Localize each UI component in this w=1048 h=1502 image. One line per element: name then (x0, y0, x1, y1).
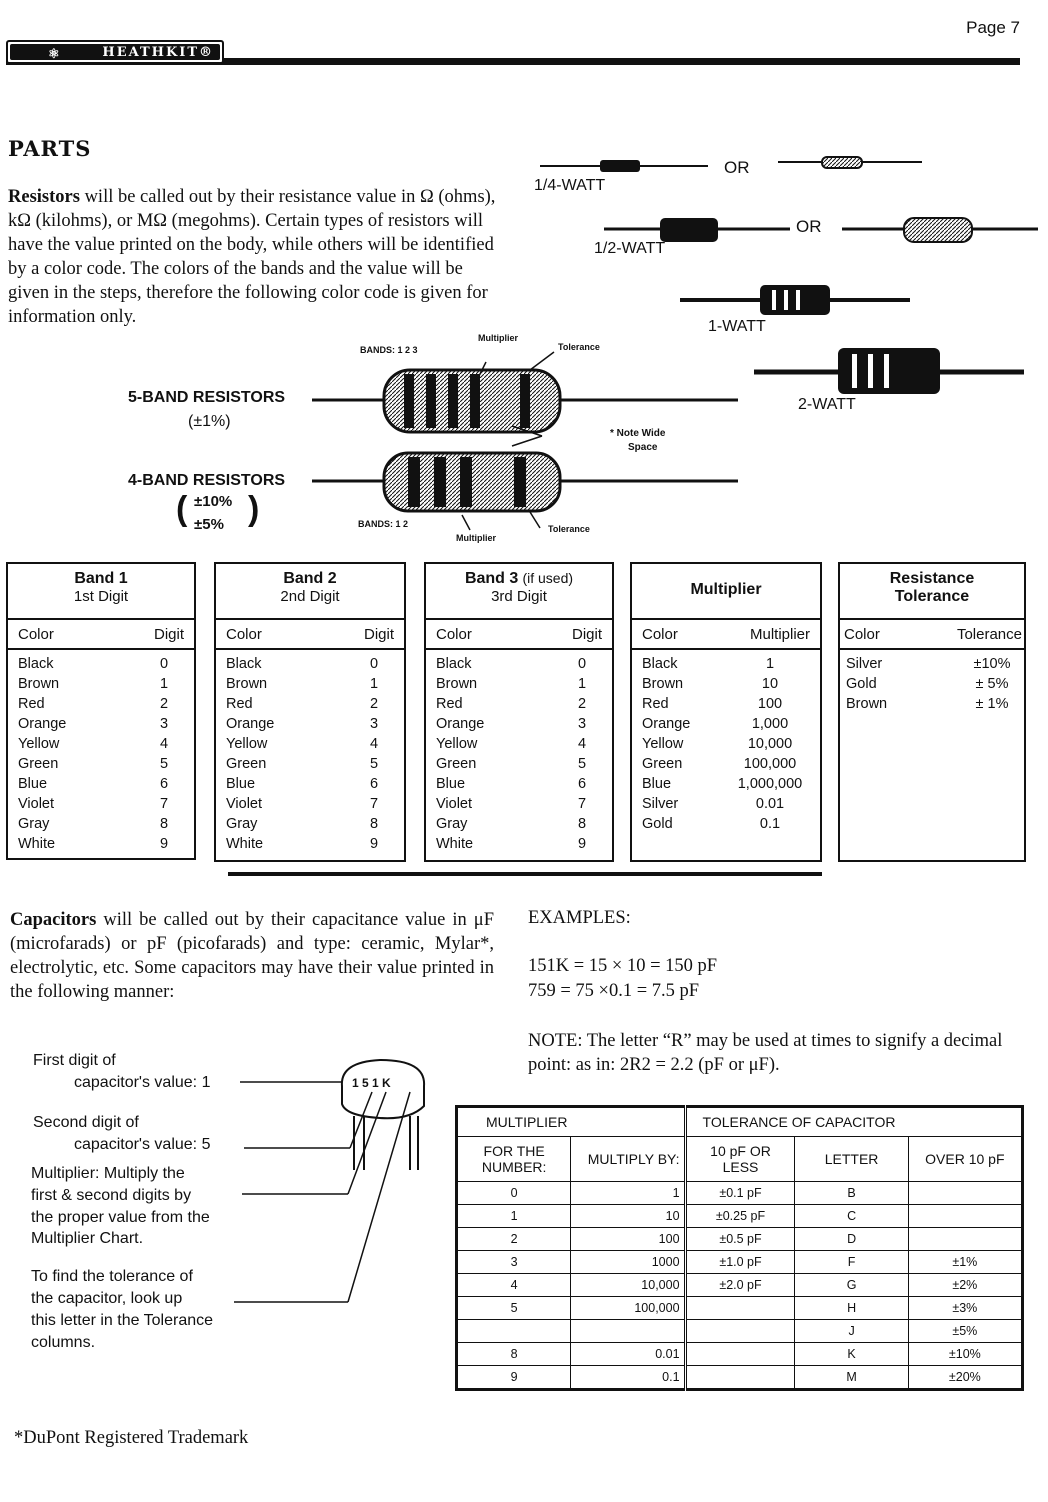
table-row: Red 2 (18, 696, 169, 712)
table-row: 1 10 ±0.25 pF C (457, 1205, 1023, 1228)
five-band-resistor-drawing (312, 370, 738, 432)
table-row: Violet 7 (436, 796, 587, 812)
table-row: White 9 (226, 836, 379, 852)
label-first-digit-1: First digit of (33, 1052, 116, 1069)
table-row: Orange 3 (18, 716, 169, 732)
cap-table-letter: LETTER (795, 1137, 908, 1182)
table-row: Green 5 (436, 756, 587, 772)
cap-table-10pf-or-less: 10 pF OR LESS (685, 1137, 795, 1182)
table-row: 4 10,000 ±2.0 pF G ±2% (457, 1274, 1023, 1297)
four-band-tolerance-5: ±5% (194, 516, 224, 533)
label-multiplier-4: Multiplier Chart. (31, 1230, 144, 1247)
cap-table-multiplier-header: MULTIPLIER (457, 1107, 686, 1137)
dupont-trademark-note: *DuPont Registered Trademark (14, 1428, 249, 1448)
table-row: Violet 7 (18, 796, 169, 812)
two-watt-resistor-drawing (754, 348, 1024, 394)
band1-table: Band 1 1st Digit Color Digit Black 0 Brown 1 Red 2 Orange 3 Yellow 4 Green 5 Blue 6 Violet 7 Gray 8 White 9 (6, 562, 196, 860)
table-row: Orange 3 (436, 716, 587, 732)
table-row: Red 100 (642, 696, 783, 712)
left-paren: ( (176, 490, 188, 528)
table-row: Blue 6 (436, 776, 587, 792)
table-row: Black 1 (642, 656, 775, 672)
table-row: Brown ± 1% (846, 696, 1009, 712)
table-row: 2 100 ±0.5 pF D (457, 1228, 1023, 1251)
band3-table: Band 3 (if used) 3rd Digit Color Digit Black 0 Brown 1 Red 2 Orange 3 Yellow 4 Green 5 Blue 6 Violet 7 Gray 8 White 9 (424, 562, 614, 862)
table-row: Blue 1,000,000 (642, 776, 803, 792)
label-tolerance-2: the capacitor, look up (31, 1290, 183, 1307)
cap-table-for-number: FOR THE NUMBER: (457, 1137, 571, 1182)
two-watt-label: 2-WATT (798, 396, 856, 413)
band2-table: Band 2 2nd Digit Color Digit Black 0 Brown 1 Red 2 Orange 3 Yellow 4 Green 5 Blue 6 Violet 7 Gray 8 White 9 (214, 562, 406, 862)
table-row: Black 0 (436, 656, 587, 672)
heathkit-logo (6, 40, 224, 64)
bands-bottom-label: BANDS: 1 2 (358, 519, 409, 529)
or-label-2: OR (796, 217, 822, 236)
multiplier-top-label: Multiplier (478, 333, 518, 343)
table-row: Black 0 (226, 656, 379, 672)
label-first-digit-2: capacitor's value: 1 (74, 1074, 211, 1091)
table-row: Green 5 (226, 756, 379, 772)
multiplier-table: Multiplier Color Multiplier Black 1 Brown 10 Red 100 Orange 1,000 Yellow 10,000 Green 100,000 Blue 1,000,000 Silver 0.01 Gold 0.1 (630, 562, 822, 862)
label-multiplier-2: first & second digits by (31, 1187, 192, 1204)
table-row: Gold ± 5% (846, 676, 1009, 692)
table-row: White 9 (436, 836, 587, 852)
decimal-point-note: NOTE: The letter “R” may be used at times to signify a decimal point: as in: 2R2 = 2.2 (pF or μF). (528, 1031, 1003, 1075)
table-row: Green 100,000 (642, 756, 797, 772)
table-row: Silver 0.01 (642, 796, 785, 812)
table-row: Yellow 4 (226, 736, 379, 752)
table-row: Brown 10 (642, 676, 779, 692)
table-row: Blue 6 (18, 776, 169, 792)
resistance-tolerance-table: Resistance Tolerance Color Tolerance Silver ±10% Gold ± 5% Brown ± 1% (838, 562, 1026, 862)
atom-icon: ⚛ (48, 47, 62, 62)
half-watt-label: 1/2-WATT (594, 240, 666, 257)
label-multiplier-1: Multiplier: Multiply the (31, 1165, 185, 1182)
ceramic-capacitor-drawing (230, 1050, 440, 1310)
example-2: 759 = 75 ×0.1 = 7.5 pF (528, 981, 700, 1001)
label-multiplier-3: the proper value from the (31, 1209, 210, 1226)
cap-table-tolerance-header: TOLERANCE OF CAPACITOR (685, 1107, 1022, 1137)
table-row: Orange 1,000 (642, 716, 789, 732)
one-watt-resistor-drawing (680, 285, 910, 315)
table-row: Orange 3 (226, 716, 379, 732)
label-tolerance-4: columns. (31, 1334, 96, 1351)
capacitors-paragraph: Capacitors will be called out by their capacitance value in μF (microfarads) or pF (picofarads) and type: ceramic, Mylar*, electrolytic, etc. Some capacitors may have their value printed in the following manner: (10, 910, 494, 1002)
five-band-tolerance: (±1%) (188, 413, 231, 430)
table-row: Yellow 4 (18, 736, 169, 752)
table-row: Green 5 (18, 756, 169, 772)
label-tolerance-3: this letter in the Tolerance (31, 1312, 214, 1329)
four-band-tolerance-10: ±10% (194, 493, 233, 510)
or-label-1: OR (724, 158, 750, 177)
tolerance-top-label: Tolerance (558, 342, 600, 352)
table-row: 8 0.01 K ±10% (457, 1343, 1023, 1366)
examples-heading: EXAMPLES: (528, 908, 631, 928)
table-row: 5 100,000 H ±3% (457, 1297, 1023, 1320)
resistors-text: will be called out by their resistance value in Ω (ohms), kΩ (kilohms), or MΩ (megohms). Certain types of resistors will have the value printed on the body, while others will be identified by a color code. The colors of the bands and the value will be given in the steps, therefore the following color code is given for information only. (8, 187, 496, 327)
label-second-digit-1: Second digit of (33, 1114, 139, 1131)
table-row: Gray 8 (436, 816, 587, 832)
bands-top-label: BANDS: 1 2 3 (360, 345, 418, 355)
table-row: Yellow 10,000 (642, 736, 793, 752)
table-row: 9 0.1 M ±20% (457, 1366, 1023, 1390)
resistors-term: Resistors (8, 187, 80, 207)
label-tolerance-1: To find the tolerance of (31, 1268, 193, 1285)
multiplier-bottom-label: Multiplier (456, 533, 496, 543)
quarter-watt-label: 1/4-WATT (534, 177, 606, 194)
table-row: Brown 1 (436, 676, 587, 692)
example-1: 151K = 15 × 10 = 150 pF (528, 956, 718, 976)
table-row: Black 0 (18, 656, 169, 672)
table-row: Silver ±10% (846, 656, 1011, 672)
parts-heading: PARTS (8, 136, 92, 161)
note-wide-space-1: * Note Wide (610, 428, 666, 439)
table-row: Red 2 (226, 696, 379, 712)
one-watt-label: 1-WATT (708, 318, 766, 335)
table-row: Brown 1 (18, 676, 169, 692)
table-row: Gray 8 (226, 816, 379, 832)
capacitor-marking: 1 5 1 K (352, 1076, 391, 1090)
cap-table-multiply-by: MULTIPLY BY: (571, 1137, 685, 1182)
four-band-label: 4-BAND RESISTORS (128, 472, 286, 489)
four-band-resistor-drawing (312, 453, 738, 511)
table-row: Violet 7 (226, 796, 379, 812)
logo-text: HEATHKIT® (102, 44, 214, 60)
right-paren: ) (248, 490, 260, 528)
table-row: Blue 6 (226, 776, 379, 792)
table-row: Yellow 4 (436, 736, 587, 752)
label-second-digit-2: capacitor's value: 5 (74, 1136, 211, 1153)
table-row: Brown 1 (226, 676, 379, 692)
five-band-label: 5-BAND RESISTORS (128, 389, 286, 406)
resistor-illustrations (0, 150, 1048, 550)
cap-table-over-10pf: OVER 10 pF (908, 1137, 1022, 1182)
section-divider (228, 872, 822, 876)
table-row: Gray 8 (18, 816, 169, 832)
capacitor-code-table (455, 1105, 1024, 1391)
tolerance-bottom-label: Tolerance (548, 524, 590, 534)
note-wide-space-2: Space (628, 442, 658, 453)
table-row: 3 1000 ±1.0 pF F ±1% (457, 1251, 1023, 1274)
table-row: White 9 (18, 836, 169, 852)
page-number: Page 7 (966, 18, 1020, 37)
table-row: Gold 0.1 (642, 816, 781, 832)
table-row: Red 2 (436, 696, 587, 712)
table-row: 0 1 ±0.1 pF B (457, 1182, 1023, 1205)
table-row: J ±5% (457, 1320, 1023, 1343)
